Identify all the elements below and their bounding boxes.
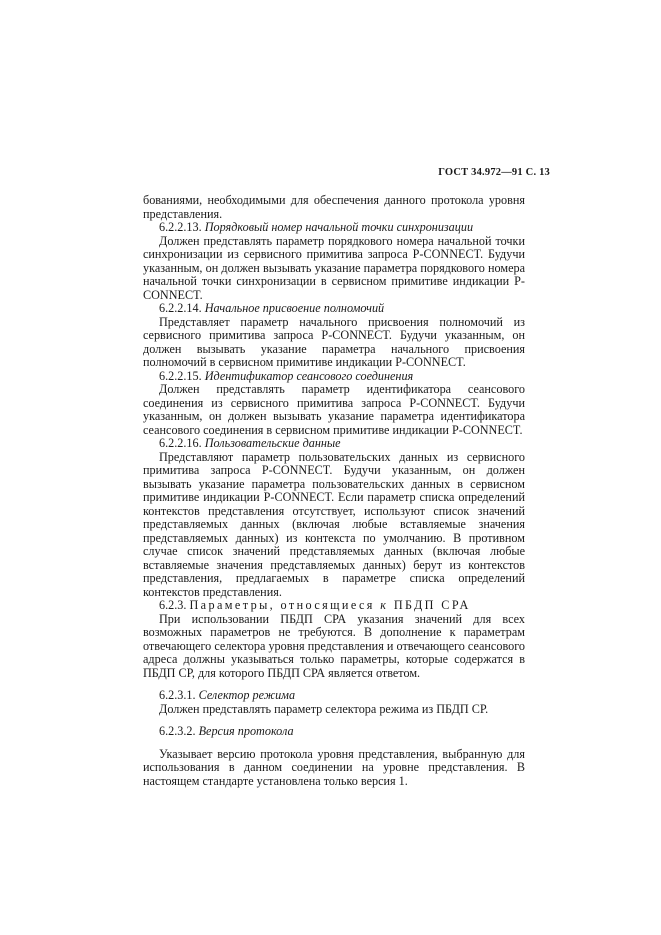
paragraph: При использовании ПБДП СРА указания значений для всех возможных параметров не требуются. В дополнение к параметрам отвечающего селектора уровня представления и отвечающего сеансового адреса должны указываться только параметры, которые содержатся в ПБДП СР, для которого ПБДП СРА является ответом.: [143, 611, 525, 680]
heading-title: Идентификатор сеансового соединения: [204, 368, 414, 383]
paragraph-continuation: бованиями, необходимыми для обеспечения данного протокола уровня представления.: [143, 193, 525, 221]
heading-6-2-3-1: [143, 689, 525, 703]
paragraph: Указывает версию протокола уровня представления, выбранную для использования в данном соединении на уровне представления. В настоящем стандарте установлена только версия 1.: [143, 746, 525, 788]
paragraph: Должен представлять параметр селектора режима из ПБДП СР.: [159, 701, 489, 716]
heading-number: 6.2.3.1.: [159, 688, 196, 702]
heading-title-part: ПБДП СРА: [393, 598, 471, 612]
heading-title: Начальное присвоение полномочий: [204, 301, 385, 315]
paragraph: Должен представлять параметр идентификатора сеансового соединения из сервисного примитива запроса P-CONNECT. Будучи указанным, он должен вызывать указание параметра идентификатора сеансового соединения в сервисном примитиве индикации P-CONNECT.: [143, 382, 525, 437]
document-body: [143, 194, 525, 788]
heading-6-2-2-16: [143, 437, 525, 451]
heading-6-2-3: [143, 599, 525, 613]
heading-title-part: Параметры, относящиеся: [189, 598, 375, 612]
paragraph: Представляет параметр начального присвоения полномочий из сервисного примитива запроса P-CONNECT. Будучи указанным, он должен вызывать указание параметра начального присвоения полномочий в сервисном примитиве индикации P-CONNECT.: [143, 314, 525, 369]
heading-number: 6.2.2.15.: [159, 368, 202, 383]
heading-title: Селектор режима: [198, 688, 296, 702]
heading-6-2-2-14: [143, 302, 525, 316]
heading-6-2-2-15: [143, 370, 525, 384]
heading-number: 6.2.2.14.: [159, 301, 202, 315]
heading-6-2-3-2: [143, 725, 525, 739]
heading-6-2-2-13: [143, 221, 525, 235]
paragraph: Должен представлять параметр порядкового номера начальной точки синхронизации из сервисного примитива запроса P-CONNECT. Будучи указанным, он должен вызывать указание параметра порядкового номера начальной точки синхронизации в сервисном примитиве индикации P-CONNECT.: [143, 233, 525, 302]
heading-title-part: к: [380, 598, 389, 612]
heading-title: Пользовательские данные: [204, 436, 341, 450]
heading-title: [189, 598, 470, 612]
heading-number: 6.2.3.: [159, 598, 187, 612]
running-header: ГОСТ 34.972—91 С. 13: [438, 167, 550, 178]
heading-number: 6.2.3.2.: [159, 724, 196, 738]
heading-title: Порядковый номер начальной точки синхронизации: [204, 220, 474, 234]
paragraph: Представляют параметр пользовательских данных из сервисного примитива запроса P-CONNECT. Будучи указанным, он должен вызывать указание параметра пользовательских данных в сервисном примитиве индикации P-CONNECT. Если параметр списка определений контекстов представления отсутствует, используют список значений представляемых данных (включая любые вставляемые значения представляемых данных) из контекста по умолчанию. В противном случае список значений представляемых данных (включая любые вставляемые значения представляемых данных) берут из контекстов представления, предлагаемых в параметре списка определений контекстов представления.: [143, 449, 525, 599]
heading-number: 6.2.2.16.: [159, 436, 202, 450]
heading-number: 6.2.2.13.: [159, 220, 202, 234]
heading-title: Версия протокола: [198, 724, 294, 738]
